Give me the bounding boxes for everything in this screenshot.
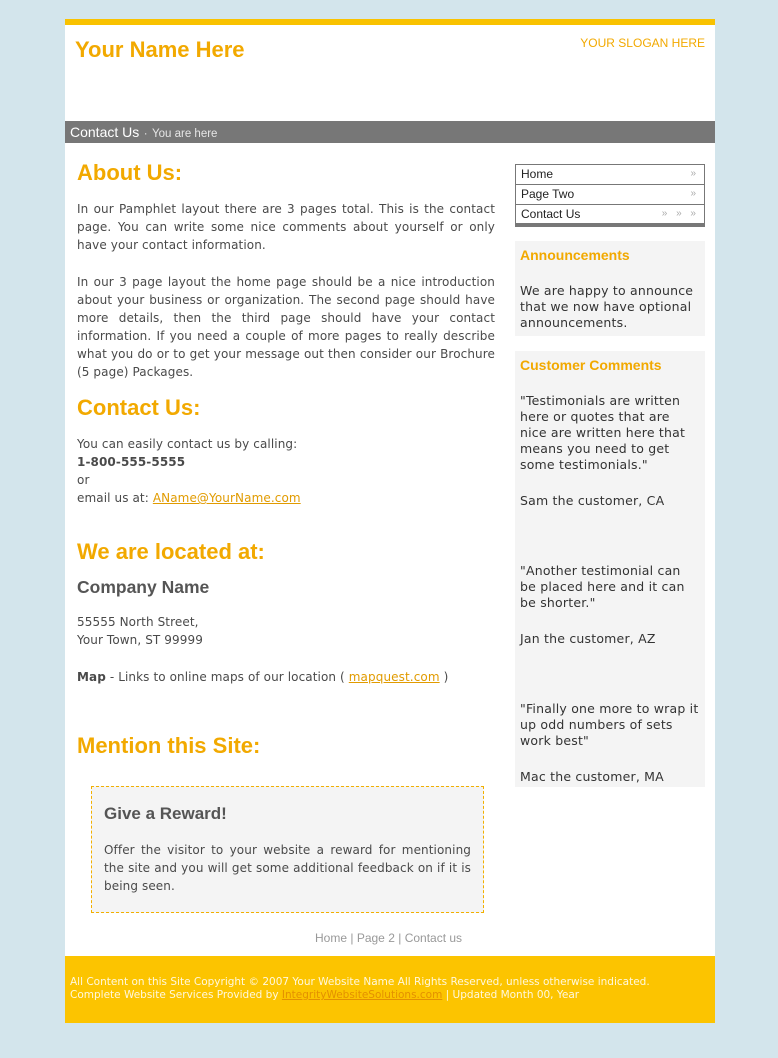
- nav-item-page-two[interactable]: [515, 184, 705, 204]
- email-link[interactable]: AName@YourName.com: [152, 491, 301, 505]
- mapquest-link[interactable]: mapquest.com: [348, 670, 440, 684]
- contact-line: You can easily contact us by calling:: [77, 437, 298, 451]
- about-paragraph-1: In our Pamphlet layout there are 3 pages total. This is the contact page. You can write some nice comments about yourself or only have your contact information.: [77, 202, 495, 252]
- testimonial-author: Mac the customer, MA: [520, 769, 664, 784]
- sidebar-nav: [515, 164, 705, 227]
- footer-link-home[interactable]: Home: [315, 931, 348, 945]
- nav-item-home[interactable]: [515, 164, 705, 184]
- about-heading: About Us:: [77, 160, 183, 185]
- nav-item-contact-us[interactable]: [515, 204, 705, 224]
- company-name: Company Name: [77, 577, 210, 597]
- chevron-right-icon: »: [690, 188, 699, 199]
- footer-link-contact[interactable]: Contact us: [404, 931, 463, 945]
- map-text-post: ): [443, 670, 449, 684]
- footer: [65, 956, 715, 1023]
- testimonial-quote: "Finally one more to wrap it up odd numbers of sets work best": [520, 701, 699, 748]
- announcements-box: [515, 241, 705, 336]
- map-line: [77, 668, 495, 686]
- footer-provider-link[interactable]: IntegrityWebsiteSolutions.com: [281, 989, 443, 1001]
- footer-updated: | Updated Month 00, Year: [445, 989, 580, 1001]
- top-accent-bar: [65, 19, 715, 25]
- announcements-text: We are happy to announce that we now have optional announcements.: [520, 283, 694, 330]
- footer-provided-by: Complete Website Services Provided by: [70, 989, 279, 1001]
- footer-nav: [315, 931, 462, 945]
- footer-link-separator: |: [398, 931, 402, 945]
- testimonial-author: Jan the customer, AZ: [520, 631, 656, 646]
- page-container: [65, 19, 715, 1023]
- footer-link-separator: |: [350, 931, 354, 945]
- mention-heading: Mention this Site:: [77, 733, 261, 758]
- reward-title: Give a Reward!: [104, 804, 227, 823]
- testimonial-author: Sam the customer, CA: [520, 493, 665, 508]
- chevron-right-icon: » » »: [661, 208, 699, 219]
- contact-heading: Contact Us:: [77, 395, 201, 420]
- comments-title: Customer Comments: [520, 357, 662, 373]
- breadcrumb: [65, 121, 715, 143]
- main-content: [77, 159, 495, 760]
- reward-box: [91, 786, 484, 913]
- about-paragraph-2: In our 3 page layout the home page should be a nice introduction about your business or organization. The second page should have more details, then the third page should have your contact information. If you need a couple of more pages to really describe what you do or to get your message out then consider our Brochure (5 page) Packages.: [77, 275, 495, 379]
- testimonial-quote: "Testimonials are written here or quotes that are nice are written here that means you need to get some testimonials.": [520, 393, 686, 472]
- email-prefix: email us at:: [77, 491, 149, 505]
- nav-item-label: Page Two: [521, 187, 575, 201]
- breadcrumb-hint: You are here: [152, 128, 218, 140]
- map-label: Map: [77, 670, 106, 684]
- contact-or: or: [77, 473, 90, 487]
- breadcrumb-current: Contact Us: [70, 124, 140, 140]
- nav-item-label: Home: [521, 167, 554, 181]
- location-heading: We are located at:: [77, 539, 265, 564]
- comments-box: [515, 351, 705, 787]
- chevron-right-icon: »: [690, 168, 699, 179]
- site-name[interactable]: Your Name Here: [75, 37, 245, 62]
- announcements-title: Announcements: [520, 247, 630, 263]
- testimonial-quote: "Another testimonial can be placed here and it can be shorter.": [520, 563, 685, 610]
- footer-credits: [70, 989, 710, 1002]
- map-text-pre: - Links to online maps of our location (: [109, 670, 345, 684]
- reward-text: Offer the visitor to your website a reward for mentioning the site and you will get some additional feedback on if it is being seen.: [104, 843, 471, 893]
- contact-phone: 1-800-555-5555: [77, 455, 186, 469]
- footer-link-page-2[interactable]: Page 2: [356, 931, 395, 945]
- address-city: Your Town, ST 99999: [77, 633, 203, 647]
- footer-copyright: All Content on this Site Copyright © 2007 Your Website Name All Rights Reserved, unless otherwise indicated.: [70, 976, 650, 988]
- nav-item-label: Contact Us: [521, 207, 581, 221]
- address-street: 55555 North Street,: [77, 615, 199, 629]
- breadcrumb-separator: ·: [143, 128, 148, 140]
- sidebar: [515, 164, 705, 787]
- site-slogan: YOUR SLOGAN HERE: [580, 36, 705, 50]
- contact-email-line: [77, 489, 495, 507]
